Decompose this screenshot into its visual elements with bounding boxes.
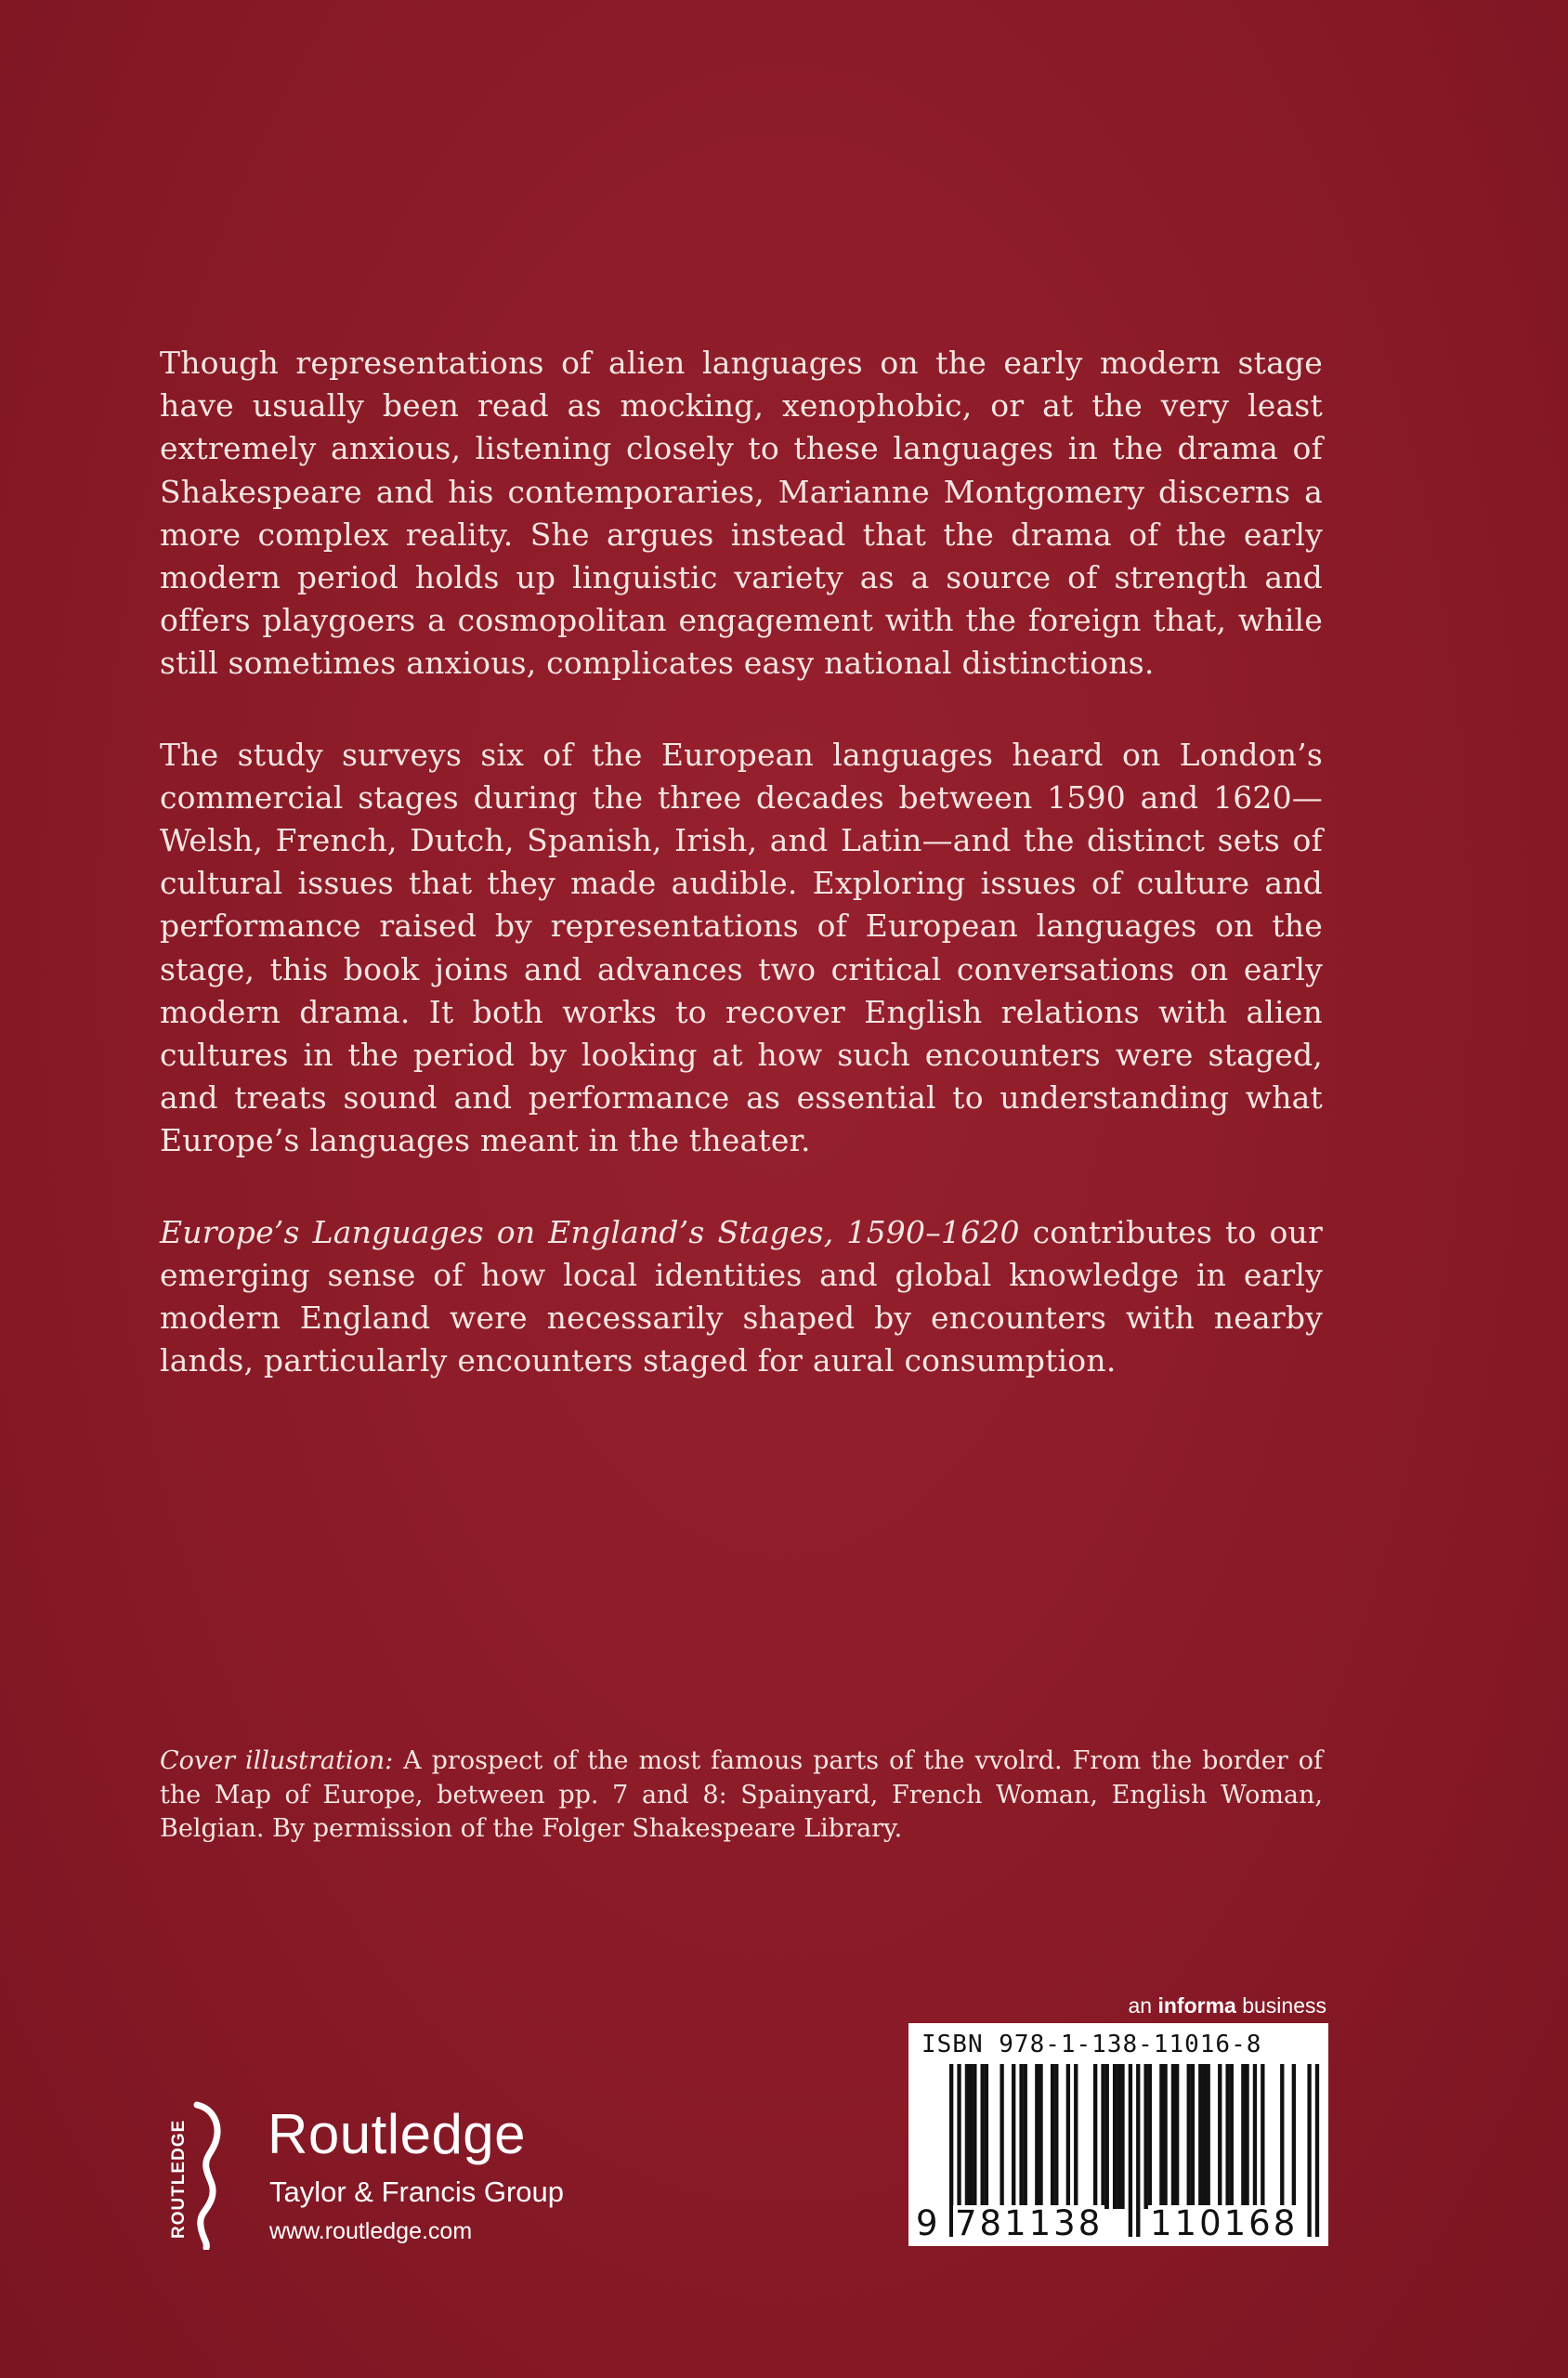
barcode-bar xyxy=(1241,2064,1245,2209)
barcode-bar xyxy=(1230,2064,1234,2209)
blurb-paragraph-3 xyxy=(160,1211,1323,1383)
isbn-barcode xyxy=(908,2023,1328,2246)
cover-illustration-credit xyxy=(160,1744,1323,1847)
barcode-bar xyxy=(981,2064,985,2209)
barcode-bar xyxy=(1171,2064,1175,2209)
book-title-italic: Europe’s Languages on England’s Stages, 1590–1620 xyxy=(160,1213,1020,1250)
barcode-bar xyxy=(1253,2064,1257,2209)
barcode-bar xyxy=(1245,2064,1248,2209)
barcode-bar xyxy=(1143,2064,1147,2209)
barcode-bar xyxy=(985,2064,988,2209)
barcode-bar xyxy=(1035,2064,1039,2209)
routledge-logo-icon xyxy=(160,2101,227,2250)
barcode-bar xyxy=(1225,2064,1229,2209)
cover-credit-text: A prospect of the most famous parts of the vvolrd. From the border of the Map of Europe, between pp. 7 and 8: Spainyard, French Woman, English Woman, Belgian. By permission of the Folger Shakespeare Library. xyxy=(160,1746,1323,1843)
barcode-bar xyxy=(1148,2064,1152,2209)
barcode-bar xyxy=(1074,2064,1078,2209)
informa-prefix: an xyxy=(1128,1993,1158,2018)
publisher-name: Routledge xyxy=(268,2103,527,2165)
publisher-group: Taylor & Francis Group xyxy=(269,2175,564,2208)
barcode-bar xyxy=(1039,2064,1042,2209)
publisher-block xyxy=(160,2101,606,2250)
barcode-bar xyxy=(1012,2064,1015,2209)
barcode-lead-digit: 9 xyxy=(916,2203,938,2243)
blurb xyxy=(160,342,1323,1431)
cover-credit-label: Cover illustration: xyxy=(160,1746,394,1775)
blurb-paragraph-1: Though representations of alien languages on the early modern stage have usually been read as mocking, xenophobic, or at the very least extremely anxious, listening closely to these languages in the drama of Shakespeare and his contemporaries, Marianne Montgomery discerns a more complex reality. She argues instead that the drama of the early modern period holds up linguistic variety as a source of strength and offers playgoers a cosmopolitan engagement with the foreign that, while still sometimes anxious, complicates easy national distinctions. xyxy=(160,345,1323,682)
barcode-bar xyxy=(1261,2064,1264,2209)
barcode-bar xyxy=(1159,2064,1163,2209)
barcode-bar xyxy=(1202,2064,1206,2209)
barcode-bar xyxy=(1175,2064,1179,2209)
barcode-left-digits: 781138 xyxy=(955,2203,1104,2243)
barcode-bar xyxy=(1105,2064,1109,2209)
barcode-bar xyxy=(1120,2064,1124,2209)
barcode-bar xyxy=(969,2064,973,2209)
barcode-bar xyxy=(973,2064,976,2209)
routledge-logo-text: ROUTLEDGE xyxy=(169,2119,189,2239)
barcode-bar xyxy=(1024,2064,1027,2209)
barcode-bar xyxy=(1066,2064,1070,2209)
barcode-digits xyxy=(908,2205,1328,2242)
barcode-bar xyxy=(1280,2064,1284,2209)
barcode-bar xyxy=(1191,2064,1195,2209)
barcode-bar xyxy=(1207,2064,1210,2209)
barcode-bar xyxy=(1198,2064,1202,2209)
barcode-bar xyxy=(1000,2064,1003,2209)
barcode-bar xyxy=(1113,2064,1117,2209)
barcode-bar xyxy=(1292,2064,1296,2209)
barcode-bar xyxy=(1093,2064,1097,2209)
barcode-bar xyxy=(1054,2064,1058,2209)
publisher-url: www.routledge.com xyxy=(269,2218,473,2244)
barcode-bar xyxy=(1218,2064,1222,2209)
informa-business-tagline xyxy=(1109,1993,1326,2019)
isbn-label: ISBN 978-1-138-11016-8 xyxy=(921,2031,1262,2058)
informa-suffix: business xyxy=(1235,1993,1326,2018)
informa-brand: informa xyxy=(1157,1993,1236,2018)
blurb-paragraph-3-text: contributes to our emerging sense of how local identities and global knowledge in early modern England were necessarily shaped by encounters with nearby lands, particularly encounters staged for aural consumption. xyxy=(160,1213,1323,1379)
barcode-bar xyxy=(1163,2064,1167,2209)
barcode-bar xyxy=(1187,2064,1191,2209)
barcode-bar xyxy=(965,2064,969,2209)
barcode-right-digits: 110168 xyxy=(1150,2203,1299,2243)
barcode-bar xyxy=(1101,2064,1104,2209)
blurb-paragraph-2: The study surveys six of the European languages heard on London’s commercial stages during the three decades between 1590 and 1620—Welsh, French, Dutch, Spanish, Irish, and Latin—and the distinct sets of cultural issues that they made audible. Exploring issues of culture and performance raised by representations of European languages on the stage, this book joins and advances two critical conversations on early modern drama. It both works to recover English relations with alien cultures in the period by looking at how such encounters were staged, and treats sound and performance as essential to understanding what Europe’s languages meant in the theater. xyxy=(160,736,1323,1159)
barcode-bar xyxy=(1051,2064,1054,2209)
barcode-bar xyxy=(1019,2064,1023,2209)
barcode-bar xyxy=(1117,2064,1120,2209)
